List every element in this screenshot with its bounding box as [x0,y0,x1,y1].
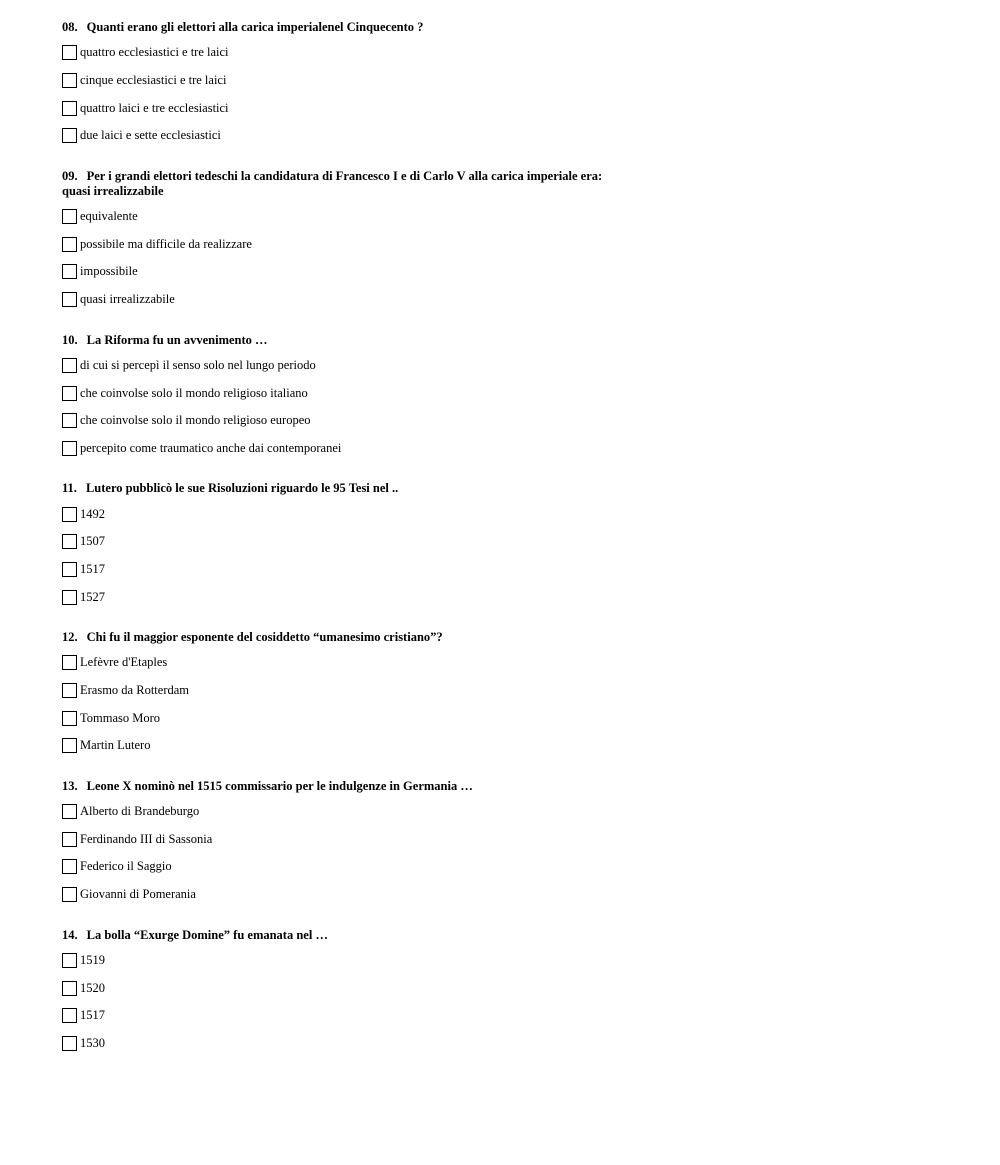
answer-label: 1517 [80,561,105,576]
answer-checkbox[interactable] [62,73,77,88]
answer-label: che coinvolse solo il mondo religioso europeo [80,413,311,428]
answer-option[interactable] [62,947,962,975]
question-text: Lutero pubblicò le sue Risoluzioni riguardo le 95 Tesi nel .. [85,481,399,496]
answer-label: quasi irrealizzabile [80,292,175,307]
answer-checkbox[interactable] [62,386,77,401]
answer-option[interactable] [62,352,962,380]
answer-checkbox[interactable] [62,264,77,279]
answer-label: di cui si percepì il senso solo nel lungo periodo [80,357,316,372]
question-12 [62,630,962,760]
answer-label: Giovanni di Pomerania [80,887,196,902]
answer-checkbox[interactable] [62,655,77,670]
answer-label: Alberto di Brandeburgo [80,804,200,819]
answer-checkbox[interactable] [62,413,77,428]
question-text: La bolla “Exurge Domine” fu emanata nel … [86,927,328,942]
question-text: Leone X nominò nel 1515 commissario per le indulgenze in Germania … [86,778,473,793]
answer-option[interactable] [62,732,962,760]
answer-checkbox[interactable] [62,859,77,874]
answer-option[interactable] [62,435,962,463]
answer-label: 1520 [80,980,105,995]
answer-label: percepito come traumatico anche dai contemporanei [80,440,342,455]
question-number: 11. [62,481,77,496]
answer-checkbox[interactable] [62,358,77,373]
question-title [62,928,962,943]
answer-checkbox[interactable] [62,804,77,819]
answer-option[interactable] [62,825,962,853]
answer-label: possibile ma difficile da realizzare [80,236,252,251]
answer-option[interactable] [62,649,962,677]
answer-checkbox[interactable] [62,981,77,996]
question-title [62,169,962,199]
answer-checkbox[interactable] [62,562,77,577]
question-number: 08. [62,20,78,34]
answer-label: Federico il Saggio [80,859,172,874]
answer-label: cinque ecclesiastici e tre laici [80,73,227,88]
answer-label: Ferdinando III di Sassonia [80,831,213,846]
answer-label: 1519 [80,952,105,967]
answer-option[interactable] [62,853,962,881]
question-09 [62,169,962,314]
quiz-page [62,20,962,1057]
answer-checkbox[interactable] [62,507,77,522]
answer-label: 1527 [80,589,105,604]
question-number: 12. [62,630,78,644]
answer-checkbox[interactable] [62,683,77,698]
answer-option[interactable] [62,528,962,556]
answer-checkbox[interactable] [62,441,77,456]
answer-label: due laici e sette ecclesiastici [80,128,221,143]
question-title [62,779,962,794]
question-13 [62,779,962,909]
answer-checkbox[interactable] [62,45,77,60]
question-title [62,20,962,35]
answer-option[interactable] [62,556,962,584]
question-text: Chi fu il maggior esponente del cosiddetto “umanesimo cristiano”? [86,630,443,644]
answer-checkbox[interactable] [62,832,77,847]
answer-label: 1492 [80,506,105,521]
answer-checkbox[interactable] [62,292,77,307]
answer-label: quattro laici e tre ecclesiastici [80,100,229,115]
answer-option[interactable] [62,122,962,150]
answer-checkbox[interactable] [62,590,77,605]
answer-option[interactable] [62,677,962,705]
answer-option[interactable] [62,500,962,528]
answer-checkbox[interactable] [62,711,77,726]
answer-option[interactable] [62,1030,962,1058]
answer-checkbox[interactable] [62,534,77,549]
answer-option[interactable] [62,881,962,909]
answer-checkbox[interactable] [62,1008,77,1023]
answer-label: impossibile [80,264,138,279]
answer-option[interactable] [62,583,962,611]
answer-checkbox[interactable] [62,128,77,143]
answer-checkbox[interactable] [62,738,77,753]
question-text: Per i grandi elettori tedeschi la candidatura di Francesco I e di Carlo V alla carica imperiale era: [86,168,603,183]
answer-label: 1507 [80,534,105,549]
answer-option[interactable] [62,974,962,1002]
answer-label: quattro ecclesiastici e tre laici [80,45,229,60]
answer-option[interactable] [62,94,962,122]
answer-checkbox[interactable] [62,209,77,224]
question-14 [62,928,962,1058]
question-number: 14. [62,927,78,942]
question-10 [62,333,962,463]
answer-label: Martin Lutero [80,738,151,753]
answer-option[interactable] [62,407,962,435]
question-number: 13. [62,778,78,793]
answer-label: Lefèvre d'Etaples [80,655,168,670]
answer-label: che coinvolse solo il mondo religioso italiano [80,385,308,400]
question-number: 10. [62,332,78,347]
question-title [62,630,962,645]
answer-checkbox[interactable] [62,953,77,968]
answer-option[interactable] [62,1002,962,1030]
answer-label: 1530 [80,1035,105,1050]
question-text-continuation: quasi irrealizzabile [62,183,164,198]
answer-checkbox[interactable] [62,101,77,116]
answer-label: 1517 [80,1008,105,1023]
answer-option[interactable] [62,704,962,732]
question-text: Quanti erano gli elettori alla carica imperialenel Cinquecento ? [86,20,424,34]
answer-label: Erasmo da Rotterdam [80,683,189,698]
answer-option[interactable] [62,67,962,95]
answer-option[interactable] [62,203,962,231]
question-text: La Riforma fu un avvenimento … [86,332,268,347]
answer-option[interactable] [62,286,962,314]
question-11 [62,481,962,611]
question-08 [62,20,962,150]
answer-option[interactable] [62,230,962,258]
answer-option[interactable] [62,379,962,407]
answer-option[interactable] [62,39,962,67]
answer-label: equivalente [80,209,138,224]
answer-checkbox[interactable] [62,1036,77,1051]
answer-option[interactable] [62,798,962,826]
answer-checkbox[interactable] [62,887,77,902]
answer-label: Tommaso Moro [80,710,161,725]
question-title [62,481,962,496]
question-number: 09. [62,168,78,183]
answer-checkbox[interactable] [62,237,77,252]
answer-option[interactable] [62,258,962,286]
question-title [62,333,962,348]
